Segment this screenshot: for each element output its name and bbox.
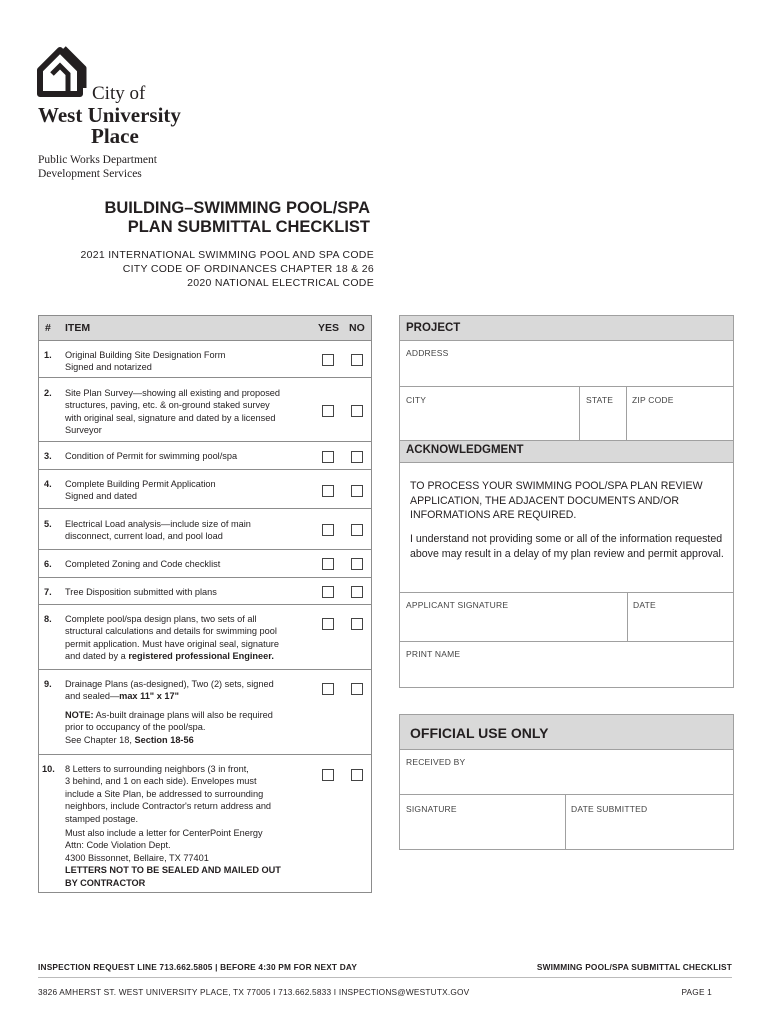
- signature-label: SIGNATURE: [406, 804, 457, 814]
- page-number: PAGE 1: [681, 987, 712, 997]
- zip-field[interactable]: [627, 387, 733, 440]
- submittal-checklist-table: [38, 315, 372, 893]
- project-heading: PROJECT: [406, 322, 461, 334]
- state-label: STATE: [586, 395, 614, 405]
- yes-checkbox[interactable]: [322, 558, 334, 570]
- applicant-signature-field[interactable]: [400, 593, 627, 641]
- item-number: 1.: [44, 350, 52, 360]
- city-field[interactable]: [400, 387, 579, 440]
- date-submitted-label: DATE SUBMITTED: [571, 804, 648, 814]
- acknowledgment-heading: ACKNOWLEDGMENT: [406, 444, 524, 456]
- extra-emphasis: LETTERS NOT TO BE SEALED AND MAILED OUT BY CONTRACTOR: [65, 865, 281, 888]
- footer-divider: [38, 977, 732, 978]
- state-field[interactable]: [580, 387, 626, 440]
- checklist-row-6: [39, 549, 371, 577]
- acknowledgment-header: [400, 441, 733, 462]
- contact-address: 3826 AMHERST ST. WEST UNIVERSITY PLACE, TX 77005 I 713.662.5833 I INSPECTIONS@WESTUTX.GOV: [38, 987, 470, 997]
- logo-line2: Place: [91, 124, 139, 148]
- item-note: [65, 709, 310, 746]
- official-use-header: [400, 715, 733, 749]
- logo-city-of: City of: [92, 83, 146, 104]
- date-label: DATE: [633, 600, 656, 610]
- yes-checkbox[interactable]: [322, 769, 334, 781]
- yes-checkbox[interactable]: [322, 618, 334, 630]
- department-block: [38, 153, 157, 181]
- checklist-row-1: [39, 340, 371, 377]
- header-num: #: [45, 322, 51, 334]
- received-by-label: RECEIVED BY: [406, 757, 466, 767]
- item-text-emphasis: registered professional Engineer.: [128, 651, 274, 662]
- official-signature-field[interactable]: [400, 795, 565, 849]
- note-label: NOTE:: [65, 710, 94, 720]
- item-text: 8 Letters to surrounding neighbors (3 in front, 3 behind, and 1 on each side). Envelopes must include a Site Plan, be addressed to surrounding neighbors, include Contractor's return address and stamped postage.: [65, 764, 272, 824]
- header-yes: YES: [318, 322, 340, 334]
- no-checkbox[interactable]: [351, 558, 363, 570]
- checklist-row-5: [39, 508, 371, 549]
- acknowledgment-statement: I understand not providing some or all of the information requested above may result in a delay of my plan review and permit approval.: [410, 533, 724, 560]
- item-number: 9.: [44, 679, 52, 689]
- item-number: 8.: [44, 614, 52, 624]
- no-checkbox[interactable]: [351, 405, 363, 417]
- title-line2: PLAN SUBMITTAL CHECKLIST: [127, 218, 370, 236]
- applicant-signature-label: APPLICANT SIGNATURE: [406, 600, 509, 610]
- acknowledgment-notice: TO PROCESS YOUR SWIMMING POOL/SPA PLAN REVIEW APPLICATION, THE ADJACENT DOCUMENTS AND/OR INFORMATIONS ARE REQUIRED.: [410, 480, 703, 521]
- no-checkbox[interactable]: [351, 451, 363, 463]
- city-logo-icon: [36, 44, 92, 100]
- date-field[interactable]: [628, 593, 733, 641]
- checklist-row-3: [39, 441, 371, 469]
- no-checkbox[interactable]: [351, 354, 363, 366]
- note-text: As-built drainage plans will also be required prior to occupancy of the pool/spa. See Chapter 18,: [65, 710, 273, 745]
- header-item: ITEM: [65, 322, 91, 334]
- no-checkbox[interactable]: [351, 618, 363, 630]
- print-name-field[interactable]: [400, 642, 733, 687]
- item-number: 10.: [42, 764, 55, 774]
- item-text: Complete Building Permit Application Signed and dated: [65, 479, 216, 502]
- item-text: Site Plan Survey—showing all existing and proposed structures, paving, etc. & on-ground staked survey with original seal, signature and dated by a licensed Surveyor: [65, 388, 281, 436]
- division-name: Development Services: [38, 168, 142, 180]
- header-no: NO: [349, 322, 365, 334]
- yes-checkbox[interactable]: [322, 524, 334, 536]
- item-number: 6.: [44, 559, 52, 569]
- item-number: 4.: [44, 479, 52, 489]
- no-checkbox[interactable]: [351, 586, 363, 598]
- code-line: CITY CODE OF ORDINANCES CHAPTER 18 & 26: [122, 263, 374, 275]
- item-text: Original Building Site Designation Form Signed and notarized: [65, 350, 226, 373]
- inspection-request-line: INSPECTION REQUEST LINE 713.662.5805 | BEFORE 4:30 PM FOR NEXT DAY: [38, 962, 358, 972]
- checklist-row-4: [39, 469, 371, 508]
- yes-checkbox[interactable]: [322, 586, 334, 598]
- address-label: ADDRESS: [406, 348, 449, 358]
- zip-label: ZIP CODE: [632, 395, 674, 405]
- yes-checkbox[interactable]: [322, 485, 334, 497]
- page-title: [60, 199, 370, 237]
- note-emphasis: Section 18-56: [134, 734, 194, 745]
- document-name: SWIMMING POOL/SPA SUBMITTAL CHECKLIST: [536, 962, 732, 972]
- no-checkbox[interactable]: [351, 683, 363, 695]
- print-name-label: PRINT NAME: [406, 649, 461, 659]
- city-label: CITY: [406, 395, 427, 405]
- yes-checkbox[interactable]: [322, 354, 334, 366]
- code-references: [30, 248, 374, 290]
- no-checkbox[interactable]: [351, 524, 363, 536]
- yes-checkbox[interactable]: [322, 405, 334, 417]
- logo-line1: West University: [38, 103, 181, 127]
- item-text: [65, 678, 310, 703]
- extra-text: Must also include a letter for CenterPoint Energy Attn: Code Violation Dept. 4300 Bissonnet, Bellaire, TX 77401: [65, 828, 263, 863]
- item-text: Electrical Load analysis—include size of main disconnect, current load, and pool load: [65, 519, 251, 542]
- official-use-heading: OFFICIAL USE ONLY: [410, 725, 549, 741]
- item-text-body: Drainage Plans (as-designed), Two (2) sets, signed and sealed—: [65, 679, 274, 702]
- item-text: Tree Disposition submitted with plans: [65, 587, 217, 597]
- checklist-header: [39, 316, 371, 340]
- yes-checkbox[interactable]: [322, 683, 334, 695]
- project-acknowledgment-box: [399, 315, 734, 688]
- yes-checkbox[interactable]: [322, 451, 334, 463]
- department-name: Public Works Department: [38, 154, 157, 166]
- item-number: 2.: [44, 388, 52, 398]
- item-text-emphasis: max 11" x 17": [119, 691, 179, 702]
- no-checkbox[interactable]: [351, 485, 363, 497]
- checklist-row-9: [39, 669, 371, 754]
- code-line: 2021 INTERNATIONAL SWIMMING POOL AND SPA CODE: [80, 249, 374, 261]
- item-number: 3.: [44, 451, 52, 461]
- official-use-box: [399, 714, 734, 850]
- item-number: 5.: [44, 519, 52, 529]
- date-submitted-field[interactable]: [566, 795, 733, 849]
- item-text-body: Complete pool/spa design plans, two sets of all structural calculations and details for swimming pool permit application. Must have original seal, signature and dated by a: [65, 614, 279, 662]
- address-field[interactable]: [400, 341, 733, 386]
- title-line1: BUILDING–SWIMMING POOL/SPA: [104, 199, 370, 217]
- item-extra: [65, 827, 310, 889]
- item-number: 7.: [44, 587, 52, 597]
- checklist-row-7: [39, 577, 371, 604]
- checklist-row-10: [39, 754, 371, 893]
- item-text: [65, 613, 310, 663]
- no-checkbox[interactable]: [351, 769, 363, 781]
- code-line: 2020 NATIONAL ELECTRICAL CODE: [187, 277, 374, 289]
- project-header: [400, 316, 733, 340]
- checklist-row-2: [39, 377, 371, 441]
- item-text: Completed Zoning and Code checklist: [65, 559, 221, 569]
- item-text: Condition of Permit for swimming pool/spa: [65, 451, 238, 461]
- received-by-field[interactable]: [400, 750, 733, 794]
- checklist-row-8: [39, 604, 371, 669]
